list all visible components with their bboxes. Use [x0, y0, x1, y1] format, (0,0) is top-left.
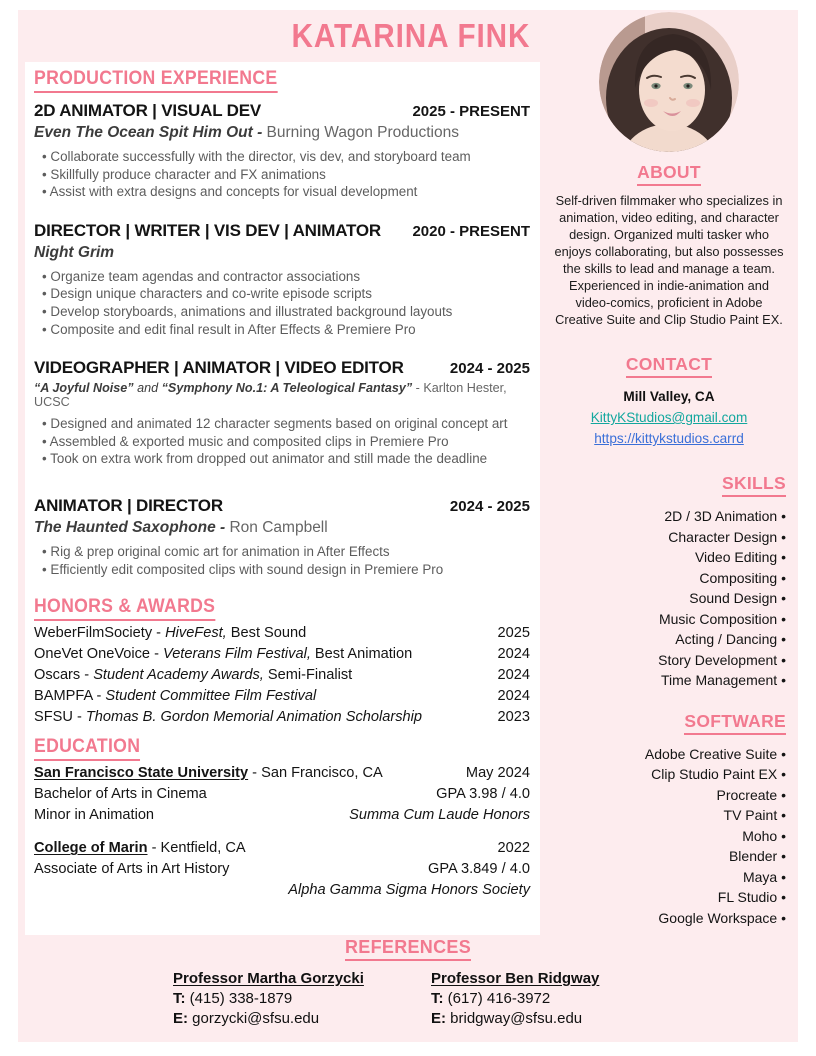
section-heading-software: SOFTWARE [552, 711, 786, 735]
skill-item: Acting / Dancing • [675, 631, 786, 647]
award-row [34, 665, 530, 686]
bullet-item: • Design unique characters and co-write episode scripts [42, 285, 530, 303]
award-text: WeberFilmSociety - HiveFest, Best Sound [34, 625, 307, 642]
software-item: Blender • [728, 848, 786, 864]
award-year: 2025 [497, 625, 530, 642]
section-heading-education: EDUCATION [34, 736, 530, 761]
bullet-item: • Assist with extra designs and concepts for visual development [42, 183, 530, 201]
skill-item: Time Management • [661, 672, 786, 688]
job-bullet-list [42, 148, 530, 201]
project-org: Burning Wagon Productions [266, 124, 459, 141]
gpa: GPA 3.849 / 4.0 [428, 861, 530, 878]
job-project-line: “A Joyful Noise” and “Symphony No.1: A Teleological Fantasy” - Karlton Hester, UCSC [34, 381, 507, 410]
project-title: The Haunted Saxophone - [34, 518, 230, 536]
honors-section [34, 596, 530, 728]
job-bullet-list [42, 268, 530, 338]
section-heading-honors-awards: HONORS & AWARDS [34, 596, 530, 621]
award-year: 2023 [497, 709, 530, 726]
software-item: Procreate • [716, 786, 786, 803]
education-row [34, 838, 530, 859]
award-text: Oscars - Student Academy Awards, Semi-Finalist [34, 667, 353, 684]
reference-phone: T: (415) 338-1879 [173, 990, 293, 1007]
side-column [540, 10, 798, 935]
project-title: “Symphony No.1: A Teleological Fantasy” [161, 381, 413, 396]
job-project-line [34, 519, 530, 537]
about-text: Self-driven filmmaker who specializes in animation, video editing, and character design. Organized multi tasker who enjoys collaborating, but also possesses the skills to lead and manage a team. Experienced in indie-animation and video-comics, proficient in Adobe Creative Suite and Clip Studio Paint EX. [554, 193, 784, 327]
school-name: San Francisco State University [34, 765, 249, 782]
award-year: 2024 [497, 688, 530, 705]
main-column [18, 10, 540, 935]
software-item: FL Studio • [717, 889, 786, 905]
job-role: 2D ANIMATOR | VISUAL DEV [34, 101, 261, 120]
education-row [34, 805, 530, 826]
main-panel [25, 62, 540, 935]
profile-photo [599, 12, 739, 152]
project-org: - Karlton Hester, UCSC [34, 381, 507, 410]
project-title: “A Joyful Noise” [34, 381, 134, 396]
skill-item: Compositing • [699, 569, 786, 586]
job-dates: 2025 - PRESENT [412, 103, 530, 120]
job-dates: 2020 - PRESENT [412, 222, 530, 240]
education-row [34, 763, 530, 784]
honors-note: Alpha Gamma Sigma Honors Society [288, 882, 530, 899]
bullet-item: • Skillfully produce character and FX animations [42, 166, 530, 184]
section-heading-production-experience: PRODUCTION EXPERIENCE [34, 68, 530, 93]
award-text: BAMPFA - Student Committee Film Festival [34, 688, 317, 705]
reference-card [431, 969, 643, 1029]
references-section [18, 937, 798, 1042]
degree: Bachelor of Arts in Cinema [34, 786, 207, 803]
software-item: Moho • [742, 827, 786, 844]
skill-item: Story Development • [658, 651, 786, 668]
reference-card [173, 969, 385, 1029]
school-location: - Kentfield, CA [147, 840, 246, 857]
resume-sheet [18, 10, 798, 1042]
job-role: DIRECTOR | WRITER | VIS DEV | ANIMATOR [34, 220, 382, 240]
education-date: May 2024 [465, 765, 530, 782]
job-bullet-list [42, 543, 530, 578]
bullet-item: • Took on extra work from dropped out animator and still made the deadline [42, 450, 530, 468]
education-date: 2022 [497, 840, 530, 857]
minor: Minor in Animation [34, 807, 155, 824]
project-title: Even The Ocean Spit Him Out - [34, 124, 267, 141]
section-heading-contact: CONTACT [552, 354, 786, 378]
bullet-item: • Composite and edit final result in After Effects & Premiere Pro [42, 321, 530, 339]
award-row [34, 686, 530, 707]
job-dates: 2024 - 2025 [449, 497, 530, 515]
award-row [34, 707, 530, 728]
bullet-item: • Assembled & exported music and composited clips in Premiere Pro [42, 433, 530, 451]
section-heading-references: REFERENCES [18, 937, 798, 961]
reference-name: Professor Ben Ridgway [431, 970, 600, 987]
page-title [18, 10, 540, 62]
honors-note: Summa Cum Laude Honors [349, 807, 530, 824]
experience-entry [34, 496, 530, 578]
award-year: 2024 [497, 667, 530, 684]
award-year: 2024 [497, 646, 530, 663]
section-heading-skills: SKILLS [552, 473, 786, 497]
education-row [34, 880, 530, 901]
job-bullet-list [42, 415, 530, 468]
reference-email: E: bridgway@sfsu.edu [431, 1010, 583, 1027]
bullet-item: • Develop storyboards, animations and illustrated background layouts [42, 303, 530, 321]
job-project-line [34, 124, 530, 142]
project-org: Ron Campbell [229, 518, 328, 536]
job-project-line [34, 244, 530, 262]
skill-item: 2D / 3D Animation • [664, 508, 786, 524]
job-role: VIDEOGRAPHER | ANIMATOR | VIDEO EDITOR [34, 358, 404, 378]
school-name: College of Marin [34, 840, 148, 857]
education-section [34, 736, 530, 901]
education-row [34, 859, 530, 880]
bullet-item: • Designed and animated 12 character segments based on original concept art [42, 415, 530, 433]
reference-email: E: gorzycki@sfsu.edu [173, 1010, 320, 1027]
project-title: Night Grim [34, 243, 115, 261]
contact-location: Mill Valley, CA [623, 389, 715, 404]
school-location: - San Francisco, CA [248, 765, 383, 782]
award-text: OneVet OneVoice - Veterans Film Festival, Best Animation [34, 646, 413, 663]
experience-entry [34, 358, 530, 468]
degree: Associate of Arts in Art History [34, 861, 230, 878]
award-text: SFSU - Thomas B. Gordon Memorial Animation Scholarship [34, 709, 422, 726]
experience-entry [34, 221, 530, 338]
contact-email-link[interactable]: KittyKStudios@gmail.com [590, 410, 748, 425]
award-row [34, 623, 530, 644]
bullet-item: • Collaborate successfully with the director, vis dev, and storyboard team [42, 148, 530, 166]
software-item: TV Paint • [723, 807, 786, 823]
job-dates: 2024 - 2025 [449, 360, 530, 378]
education-row [34, 784, 530, 805]
award-row [34, 644, 530, 665]
skill-item: Character Design • [668, 528, 786, 545]
software-item: Google Workspace • [658, 909, 786, 926]
bullet-item: • Efficiently edit composited clips with sound design in Premiere Pro [42, 561, 530, 579]
skill-item: Music Composition • [658, 610, 786, 627]
software-item: Maya • [742, 868, 786, 885]
skill-item: Video Editing • [694, 549, 786, 565]
gpa: GPA 3.98 / 4.0 [436, 786, 530, 803]
bullet-item: • Organize team agendas and contractor associations [42, 268, 530, 286]
bullet-item: • Rig & prep original comic art for animation in After Effects [42, 543, 530, 561]
experience-entry [34, 101, 530, 201]
contact-website-link[interactable]: https://kittykstudios.carrd [594, 431, 744, 446]
software-list [552, 744, 786, 929]
reference-name: Professor Martha Gorzycki [173, 970, 364, 987]
software-item: Adobe Creative Suite • [644, 745, 786, 762]
skills-list [552, 506, 786, 691]
page-title-text: KATARINA FINK [291, 17, 530, 54]
reference-phone: T: (617) 416-3972 [431, 990, 551, 1007]
contact-block [552, 386, 786, 449]
skill-item: Sound Design • [689, 590, 786, 606]
job-role: ANIMATOR | DIRECTOR [34, 495, 223, 515]
software-item: Clip Studio Paint EX • [651, 766, 786, 782]
section-heading-about: ABOUT [552, 162, 786, 186]
